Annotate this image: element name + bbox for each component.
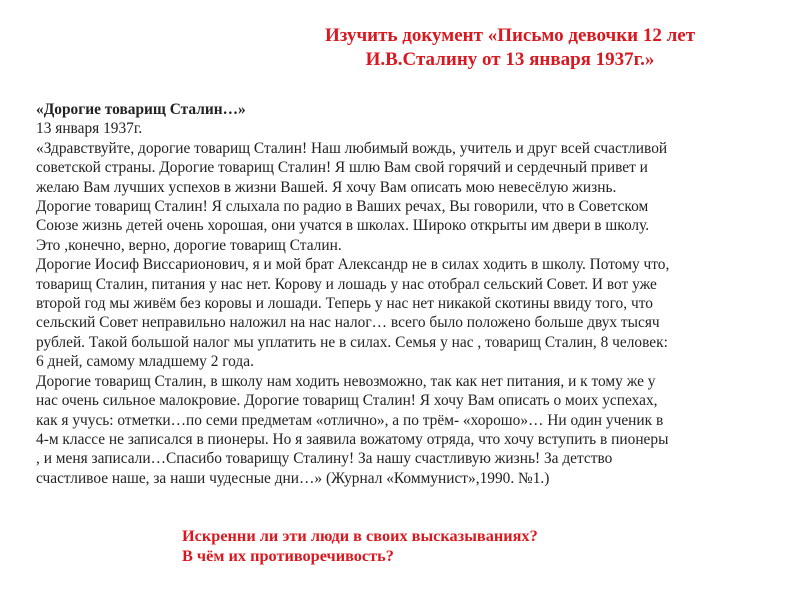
letter-line: советской страны. Дорогие товарищ Сталин! Я шлю Вам свой горячий и сердечный привет и (36, 159, 648, 177)
letter-line: рублей. Такой большой налог мы уплатить не в силах. Семья у нас , товарищ Сталин, 8 человек: (36, 333, 668, 351)
letter-line: Союзе жизнь детей очень хорошая, они учатся в школах. Широко открыты им двери в школу. (36, 217, 650, 235)
letter-line: 4-м классе не записался в пионеры. Но я заявила вожатому отряда, что хочу вступить в пионеры (36, 430, 669, 448)
letter-line: , и меня записали…Спасибо товарищу Сталину! За нашу счастливую жизнь! За детство (36, 450, 613, 468)
letter-line: нас очень сильное малокровие. Дорогие товарищ Сталин! Я хочу Вам описать о моих успехах, (36, 392, 658, 410)
letter-line: второй год мы живём без коровы и лошади. Теперь у нас нет никакой скотины ввиду того, что (36, 295, 653, 313)
letter-line: «Здравствуйте, дорогие товарищ Сталин! Наш любимый вождь, учитель и друг всей счастливой (36, 139, 668, 157)
letter-line: Дорогие товарищ Сталин, в школу нам ходить невозможно, так как нет питания, и к тому же у (36, 372, 656, 390)
letter-text (36, 100, 781, 488)
letter-line: как я учусь: отметки…по семи предметам «отлично», а по трём- «хорошо»… Ни один ученик в (36, 411, 664, 429)
discussion-questions (182, 526, 702, 566)
letter-line: счастливое наше, за наши чудесные дни…» (Журнал «Коммунист»,1990. №1.) (36, 469, 550, 487)
letter-line: Дорогие Иосиф Виссарионович, я и мой брат Александр не в силах ходить в школу. Потому что, (36, 256, 670, 274)
letter-line: желаю Вам лучших успехов в жизни Вашей. Я хочу Вам описать мою невесёлую жизнь. (36, 178, 617, 196)
letter-line: 6 дней, самому младшему 2 года. (36, 353, 254, 371)
letter-line: Это ,конечно, верно, дорогие товарищ Сталин. (36, 236, 342, 254)
letter-line: Дорогие товарищ Сталин! Я слыхала по радио в Ваших речах, Вы говорили, что в Советском (36, 198, 649, 216)
title-line-1: Изучить документ «Письмо девочки 12 лет (324, 25, 696, 46)
letter-line: сельский Совет неправильно наложил на нас налог… всего было положено больше двух тысяч (36, 314, 660, 332)
letter-line: товарищ Сталин, питания у нас нет. Корову и лошадь у нас отобрал сельский Совет. И вот уже (36, 275, 657, 293)
question-2: В чём их противоречивость? (182, 546, 394, 565)
question-1: Искренни ли эти люди в своих высказываниях? (182, 526, 538, 545)
letter-heading: «Дорогие товарищ Сталин…» (36, 101, 246, 118)
document-title (230, 24, 790, 72)
letter-line: 13 января 1937г. (36, 120, 143, 138)
title-line-2: И.В.Сталину от 13 января 1937г.» (365, 49, 655, 70)
